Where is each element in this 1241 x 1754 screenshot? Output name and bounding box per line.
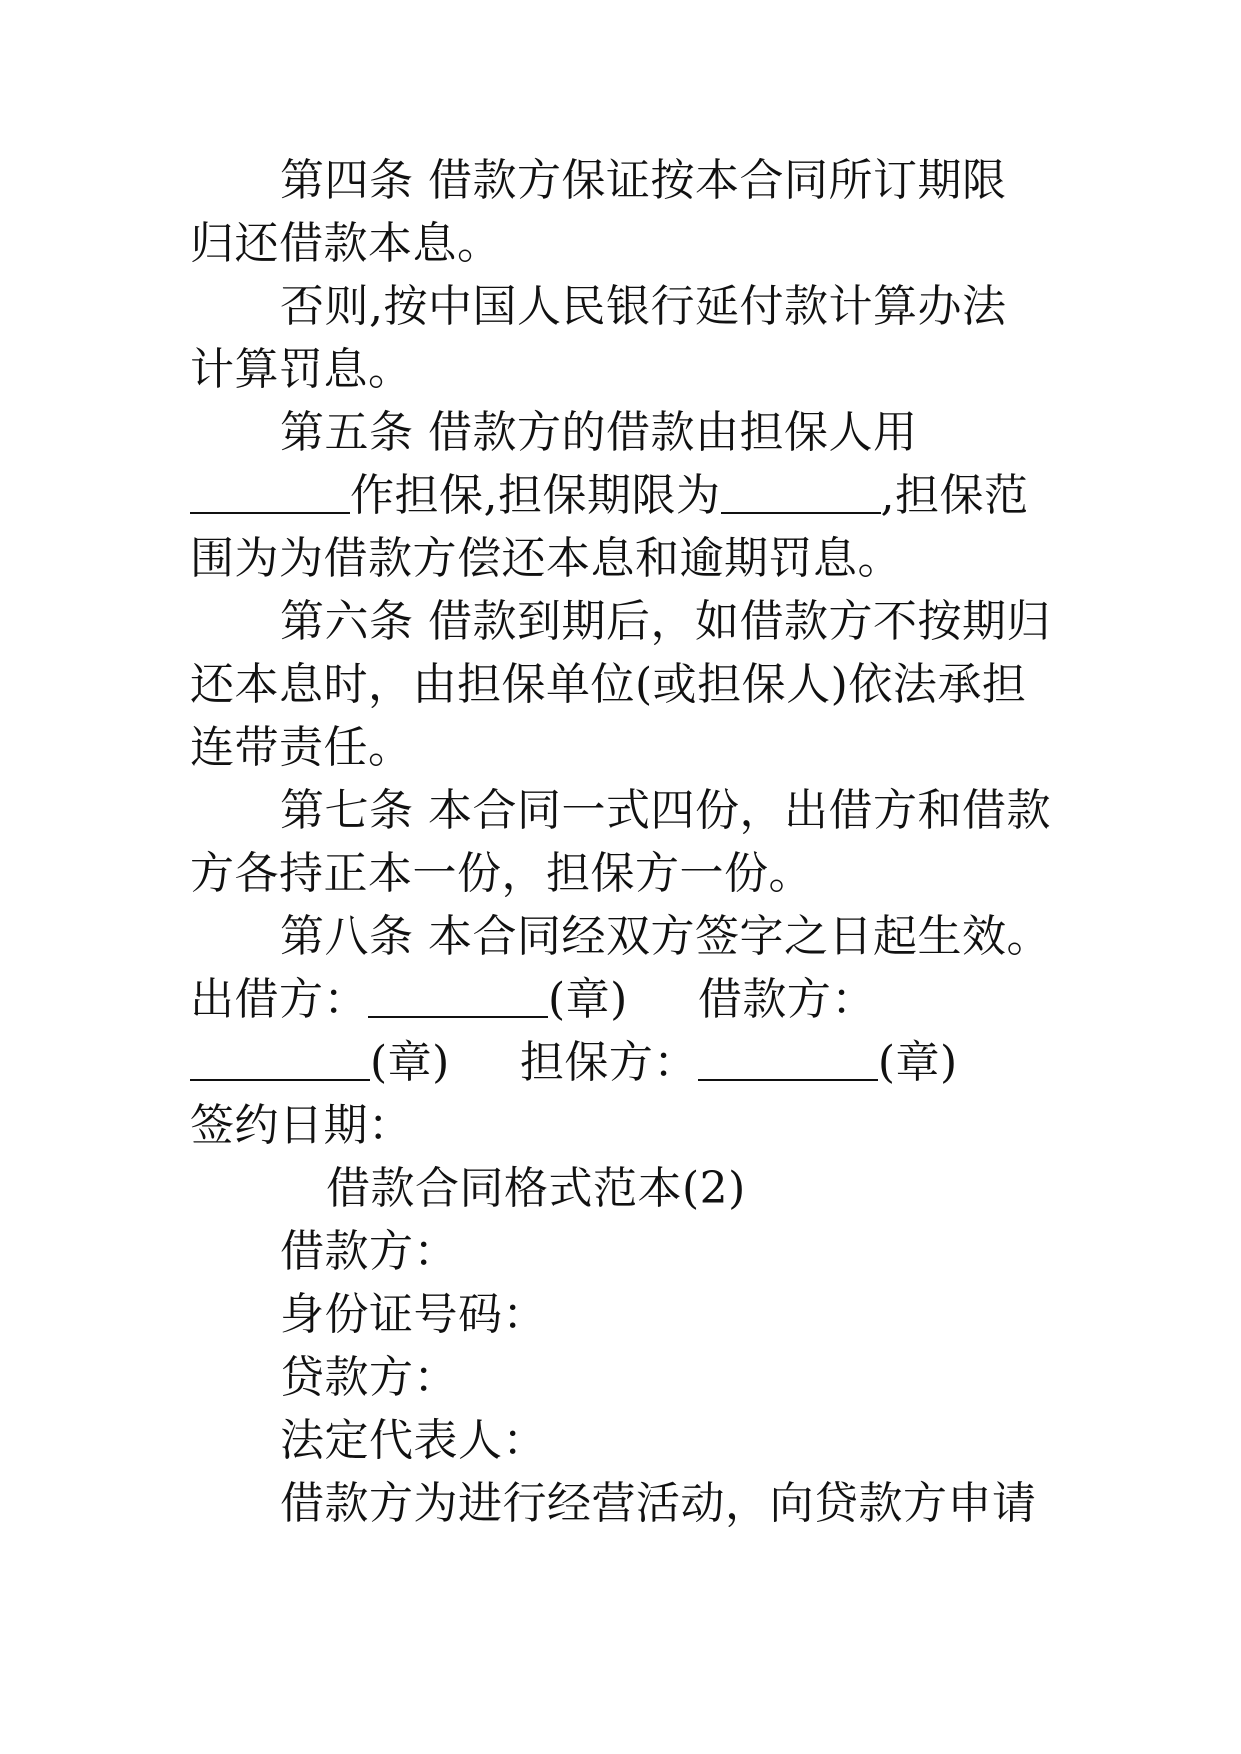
article-5-text-b: 作担保,担保期限为 (350, 470, 721, 521)
article-6-line-3: 连带责任。 (190, 722, 413, 773)
article-7-line-1: 第七条 本合同一式四份，出借方和借款 (280, 785, 1051, 836)
article-4-line-2: 归还借款本息。 (190, 218, 502, 269)
article-5-line-1: 第五条 借款方的借款由担保人用 (280, 407, 918, 458)
guarantor-seal-label: (章) (877, 1037, 958, 1088)
article-4-line-1: 第四条 借款方保证按本合同所订期限 (280, 155, 1007, 206)
penalty-line-2: 计算罚息。 (190, 344, 413, 395)
guarantor-label: 担保方： (519, 1037, 698, 1088)
article-6-line-2: 还本息时，由担保单位(或担保人)依法承担 (190, 659, 1027, 710)
lender-seal-label: (章) (548, 974, 628, 1025)
borrower-label: 借款方： (697, 974, 876, 1025)
article-8-line-1: 第八条 本合同经双方签字之日起生效。 (280, 911, 1051, 962)
id-number-field: 身份证号码： (280, 1289, 547, 1340)
signing-date-label: 签约日期： (190, 1100, 413, 1151)
section-title: 借款合同格式范本(2) (326, 1163, 746, 1214)
borrower-signature-blank (190, 1039, 370, 1081)
legal-representative-field: 法定代表人： (280, 1415, 547, 1466)
borrower-field: 借款方： (280, 1226, 458, 1277)
penalty-line-1: 否则,按中国人民银行延付款计算办法 (280, 281, 1007, 332)
article-5-line-3: 围为为借款方偿还本息和逾期罚息。 (190, 533, 902, 584)
article-5-line-2 (190, 467, 1029, 525)
lender-signature-blank (368, 976, 548, 1018)
article-7-line-2: 方各持正本一份，担保方一份。 (190, 848, 813, 899)
lender-field: 贷款方： (280, 1352, 458, 1403)
guarantee-period-blank (721, 472, 881, 514)
borrower-seal-label: (章) (370, 1037, 450, 1088)
guarantee-collateral-blank (190, 472, 350, 514)
application-line-1: 借款方为进行经营活动，向贷款方申请 (280, 1478, 1037, 1529)
signature-line-2 (190, 1034, 958, 1092)
lender-label: 出借方： (190, 974, 368, 1025)
signature-line-1 (190, 971, 876, 1029)
article-5-text-c: ,担保范 (880, 470, 1029, 521)
guarantor-signature-blank (698, 1039, 878, 1081)
article-6-line-1: 第六条 借款到期后，如借款方不按期归 (280, 596, 1051, 647)
